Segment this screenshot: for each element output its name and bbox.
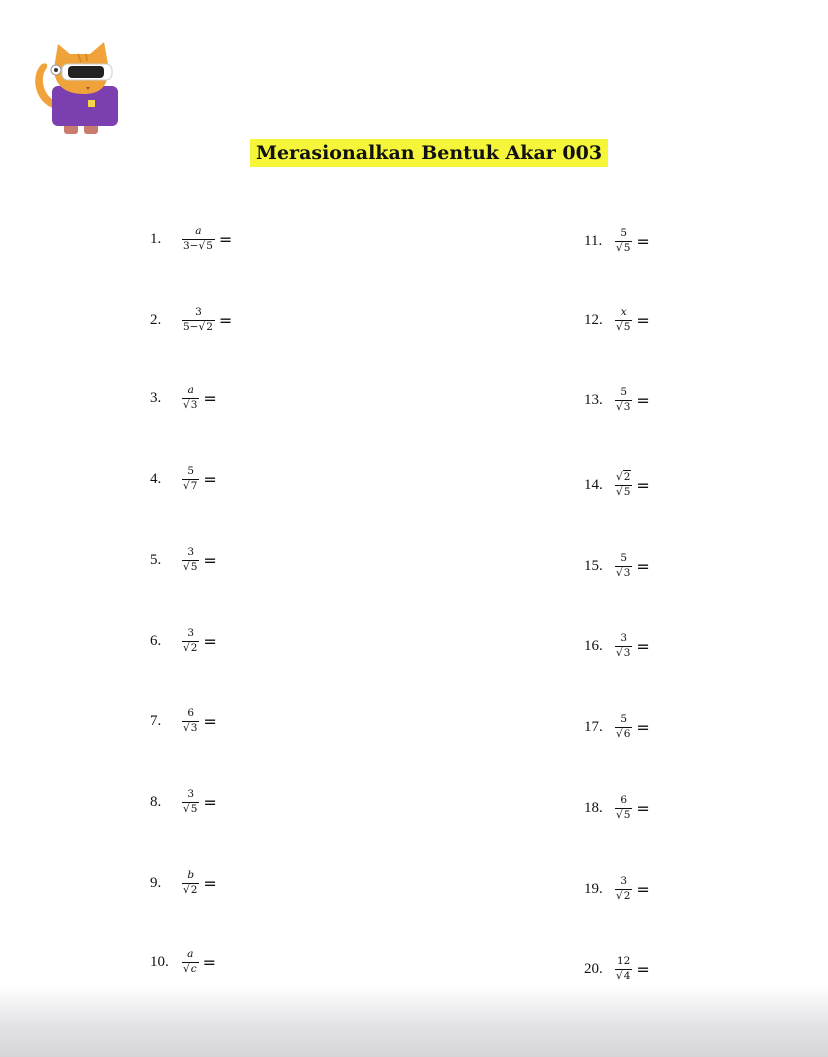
problem-item (150, 701, 217, 741)
fraction-denominator (182, 320, 215, 333)
radical (616, 402, 631, 413)
fraction-denominator (182, 721, 199, 734)
radical-sign-icon: √ (183, 398, 190, 411)
fraction (182, 547, 199, 572)
radical-sign-icon: √ (616, 889, 623, 902)
radical (183, 643, 198, 654)
radical (616, 243, 631, 254)
fraction-numerator: 3 (620, 875, 628, 888)
equals-sign: = (636, 879, 650, 899)
cat-mascot-logo (26, 34, 126, 138)
radicand: 3 (623, 566, 631, 579)
problem-number: 3. (150, 389, 162, 406)
problem-number: 12. (584, 311, 603, 328)
radical-sign-icon: √ (198, 320, 206, 333)
fraction-numerator: 3 (187, 627, 195, 640)
radical-sign-icon: √ (198, 239, 206, 252)
problem-item (584, 626, 650, 666)
fraction-denominator (615, 320, 632, 333)
problem-item (584, 788, 650, 828)
equals-sign: = (636, 556, 650, 576)
fraction (615, 472, 632, 497)
fraction (182, 628, 199, 653)
radicand: 2 (190, 883, 198, 896)
problem-item (150, 540, 217, 580)
fraction-numerator: 5 (620, 552, 628, 565)
radical (183, 723, 198, 734)
fraction-denominator (615, 400, 632, 413)
radical-sign-icon: √ (616, 241, 623, 254)
fraction-numerator: 6 (620, 794, 628, 807)
problem-item (150, 863, 217, 903)
radical-sign-icon: √ (183, 560, 190, 573)
radical (183, 562, 198, 573)
equals-sign: = (636, 636, 650, 656)
problem-number: 7. (150, 712, 162, 729)
radical (616, 729, 631, 740)
fraction-numerator: 5 (620, 713, 628, 726)
problem-number: 20. (584, 960, 603, 977)
fraction-numerator: 5 (187, 465, 195, 478)
radical-sign-icon: √ (183, 641, 190, 654)
denominator-prefix: 5− (183, 320, 199, 333)
page-bottom-shadow (0, 987, 828, 1057)
fraction (615, 714, 632, 739)
fraction (182, 870, 199, 895)
problem-item (150, 219, 232, 259)
radical (198, 241, 213, 252)
equals-sign: = (636, 717, 650, 737)
problem-number: 8. (150, 793, 162, 810)
fraction (615, 387, 632, 412)
radical (183, 964, 198, 975)
denominator-prefix: 3− (183, 239, 199, 252)
radical (616, 568, 631, 579)
radical-sign-icon: √ (183, 802, 190, 815)
problem-number: 5. (150, 551, 162, 568)
radicand: 3 (623, 400, 631, 413)
problem-item (150, 459, 217, 499)
problem-item (584, 380, 650, 420)
radical-sign-icon: √ (616, 400, 623, 413)
problem-item (584, 546, 650, 586)
problem-item (150, 782, 217, 822)
fraction-denominator (615, 485, 632, 498)
fraction-denominator (615, 727, 632, 740)
radical (198, 322, 213, 333)
fraction (182, 949, 199, 974)
radicand: 4 (623, 969, 631, 982)
radical (183, 400, 198, 411)
fraction (182, 307, 215, 332)
radical-sign-icon: √ (616, 969, 623, 982)
radical (183, 481, 198, 492)
fraction-numerator (615, 472, 632, 484)
radical (616, 322, 631, 333)
equals-sign: = (203, 388, 217, 408)
fraction-numerator: x (620, 306, 627, 319)
fraction-denominator (182, 239, 215, 252)
radical (616, 648, 631, 659)
problem-number: 2. (150, 311, 162, 328)
equals-sign: = (218, 229, 233, 249)
equals-sign: = (203, 631, 217, 651)
fraction (615, 956, 632, 981)
fraction-denominator (615, 646, 632, 659)
radical-sign-icon: √ (616, 485, 623, 498)
radicand: 6 (623, 727, 631, 740)
radicand: c (190, 962, 197, 975)
radical (183, 885, 198, 896)
equals-sign: = (636, 310, 650, 330)
fraction-denominator (615, 808, 632, 821)
radical-sign-icon: √ (183, 479, 190, 492)
equals-sign: = (636, 798, 650, 818)
equals-sign: = (203, 873, 217, 893)
fraction (615, 876, 632, 901)
problem-number: 19. (584, 880, 603, 897)
problem-number: 6. (150, 632, 162, 649)
fraction (615, 307, 632, 332)
radical (616, 891, 631, 902)
equals-sign: = (636, 959, 650, 979)
radicand: 5 (623, 241, 631, 254)
radical-sign-icon: √ (616, 727, 623, 740)
radicand: 2 (206, 320, 213, 333)
problem-item (584, 465, 650, 505)
fraction-numerator: 5 (620, 227, 628, 240)
fraction-denominator (615, 241, 632, 254)
fraction-numerator: 3 (187, 546, 195, 559)
fraction (182, 226, 215, 251)
radical (616, 487, 631, 498)
fraction-numerator: 5 (620, 386, 628, 399)
fraction-denominator (615, 566, 632, 579)
equals-sign: = (203, 469, 217, 489)
problem-number: 18. (584, 799, 603, 816)
radical (183, 804, 198, 815)
equals-sign: = (202, 952, 216, 972)
problem-number: 17. (584, 718, 603, 735)
radical (616, 472, 631, 483)
problem-number: 9. (150, 874, 162, 891)
worksheet-title: Merasionalkan Bentuk Akar 003 (250, 139, 608, 167)
problem-item (584, 869, 650, 909)
radicand: 2 (623, 889, 631, 902)
radical-sign-icon: √ (183, 883, 190, 896)
problem-number: 11. (584, 232, 603, 249)
problem-item (150, 300, 232, 340)
radical-sign-icon: √ (616, 566, 623, 579)
equals-sign: = (636, 231, 650, 251)
fraction (615, 228, 632, 253)
equals-sign: = (203, 792, 217, 812)
fraction (182, 789, 199, 814)
radicand: 2 (190, 641, 198, 654)
fraction (615, 553, 632, 578)
fraction (615, 633, 632, 658)
equals-sign: = (636, 390, 650, 410)
fraction (182, 385, 199, 410)
radical-sign-icon: √ (616, 320, 623, 333)
fraction-numerator: 3 (195, 306, 202, 319)
fraction-denominator (615, 889, 632, 902)
problem-item (150, 942, 216, 982)
radical-sign-icon: √ (616, 808, 623, 821)
problem-number: 13. (584, 391, 603, 408)
problem-item (584, 949, 650, 989)
fraction-denominator (182, 962, 199, 975)
fraction-numerator: 6 (187, 707, 195, 720)
equals-sign: = (636, 475, 650, 495)
radicand: 5 (623, 320, 631, 333)
problem-item (150, 378, 217, 418)
fraction-denominator (182, 560, 199, 573)
fraction-denominator (182, 883, 199, 896)
problem-number: 16. (584, 637, 603, 654)
fraction-numerator: b (187, 869, 195, 882)
problem-number: 14. (584, 476, 603, 493)
fraction-numerator: a (187, 384, 194, 397)
equals-sign: = (218, 310, 233, 330)
fraction-numerator: 12 (617, 955, 631, 968)
radical-sign-icon: √ (183, 962, 190, 975)
problem-item (584, 221, 650, 261)
radicand: 3 (190, 398, 198, 411)
fraction-denominator (615, 969, 632, 982)
problem-item (150, 621, 217, 661)
equals-sign: = (203, 550, 217, 570)
fraction-denominator (182, 479, 199, 492)
radicand: 5 (206, 239, 213, 252)
fraction-numerator: a (195, 225, 202, 238)
radicand: 5 (190, 560, 198, 573)
fraction-numerator: 3 (187, 788, 195, 801)
radical (616, 810, 631, 821)
fraction-numerator: 3 (620, 632, 628, 645)
radical-sign-icon: √ (616, 471, 623, 484)
problem-number: 4. (150, 470, 162, 487)
radicand: 3 (190, 721, 198, 734)
problem-number: 1. (150, 230, 162, 247)
problem-item (584, 300, 650, 340)
problem-number: 10. (150, 953, 169, 970)
radicand: 5 (190, 802, 198, 815)
radicand: 5 (623, 808, 631, 821)
radical-sign-icon: √ (183, 721, 190, 734)
fraction-denominator (182, 398, 199, 411)
radical-sign-icon: √ (616, 646, 623, 659)
fraction-denominator (182, 641, 199, 654)
equals-sign: = (203, 711, 217, 731)
fraction-numerator: a (187, 948, 194, 961)
fraction (615, 795, 632, 820)
radical (616, 971, 631, 982)
problem-item (584, 707, 650, 747)
radicand: 2 (623, 471, 631, 484)
fraction (182, 466, 199, 491)
fraction-denominator (182, 802, 199, 815)
radicand: 7 (190, 479, 198, 492)
problem-number: 15. (584, 557, 603, 574)
radicand: 5 (623, 485, 631, 498)
fraction (182, 708, 199, 733)
radicand: 3 (623, 646, 631, 659)
